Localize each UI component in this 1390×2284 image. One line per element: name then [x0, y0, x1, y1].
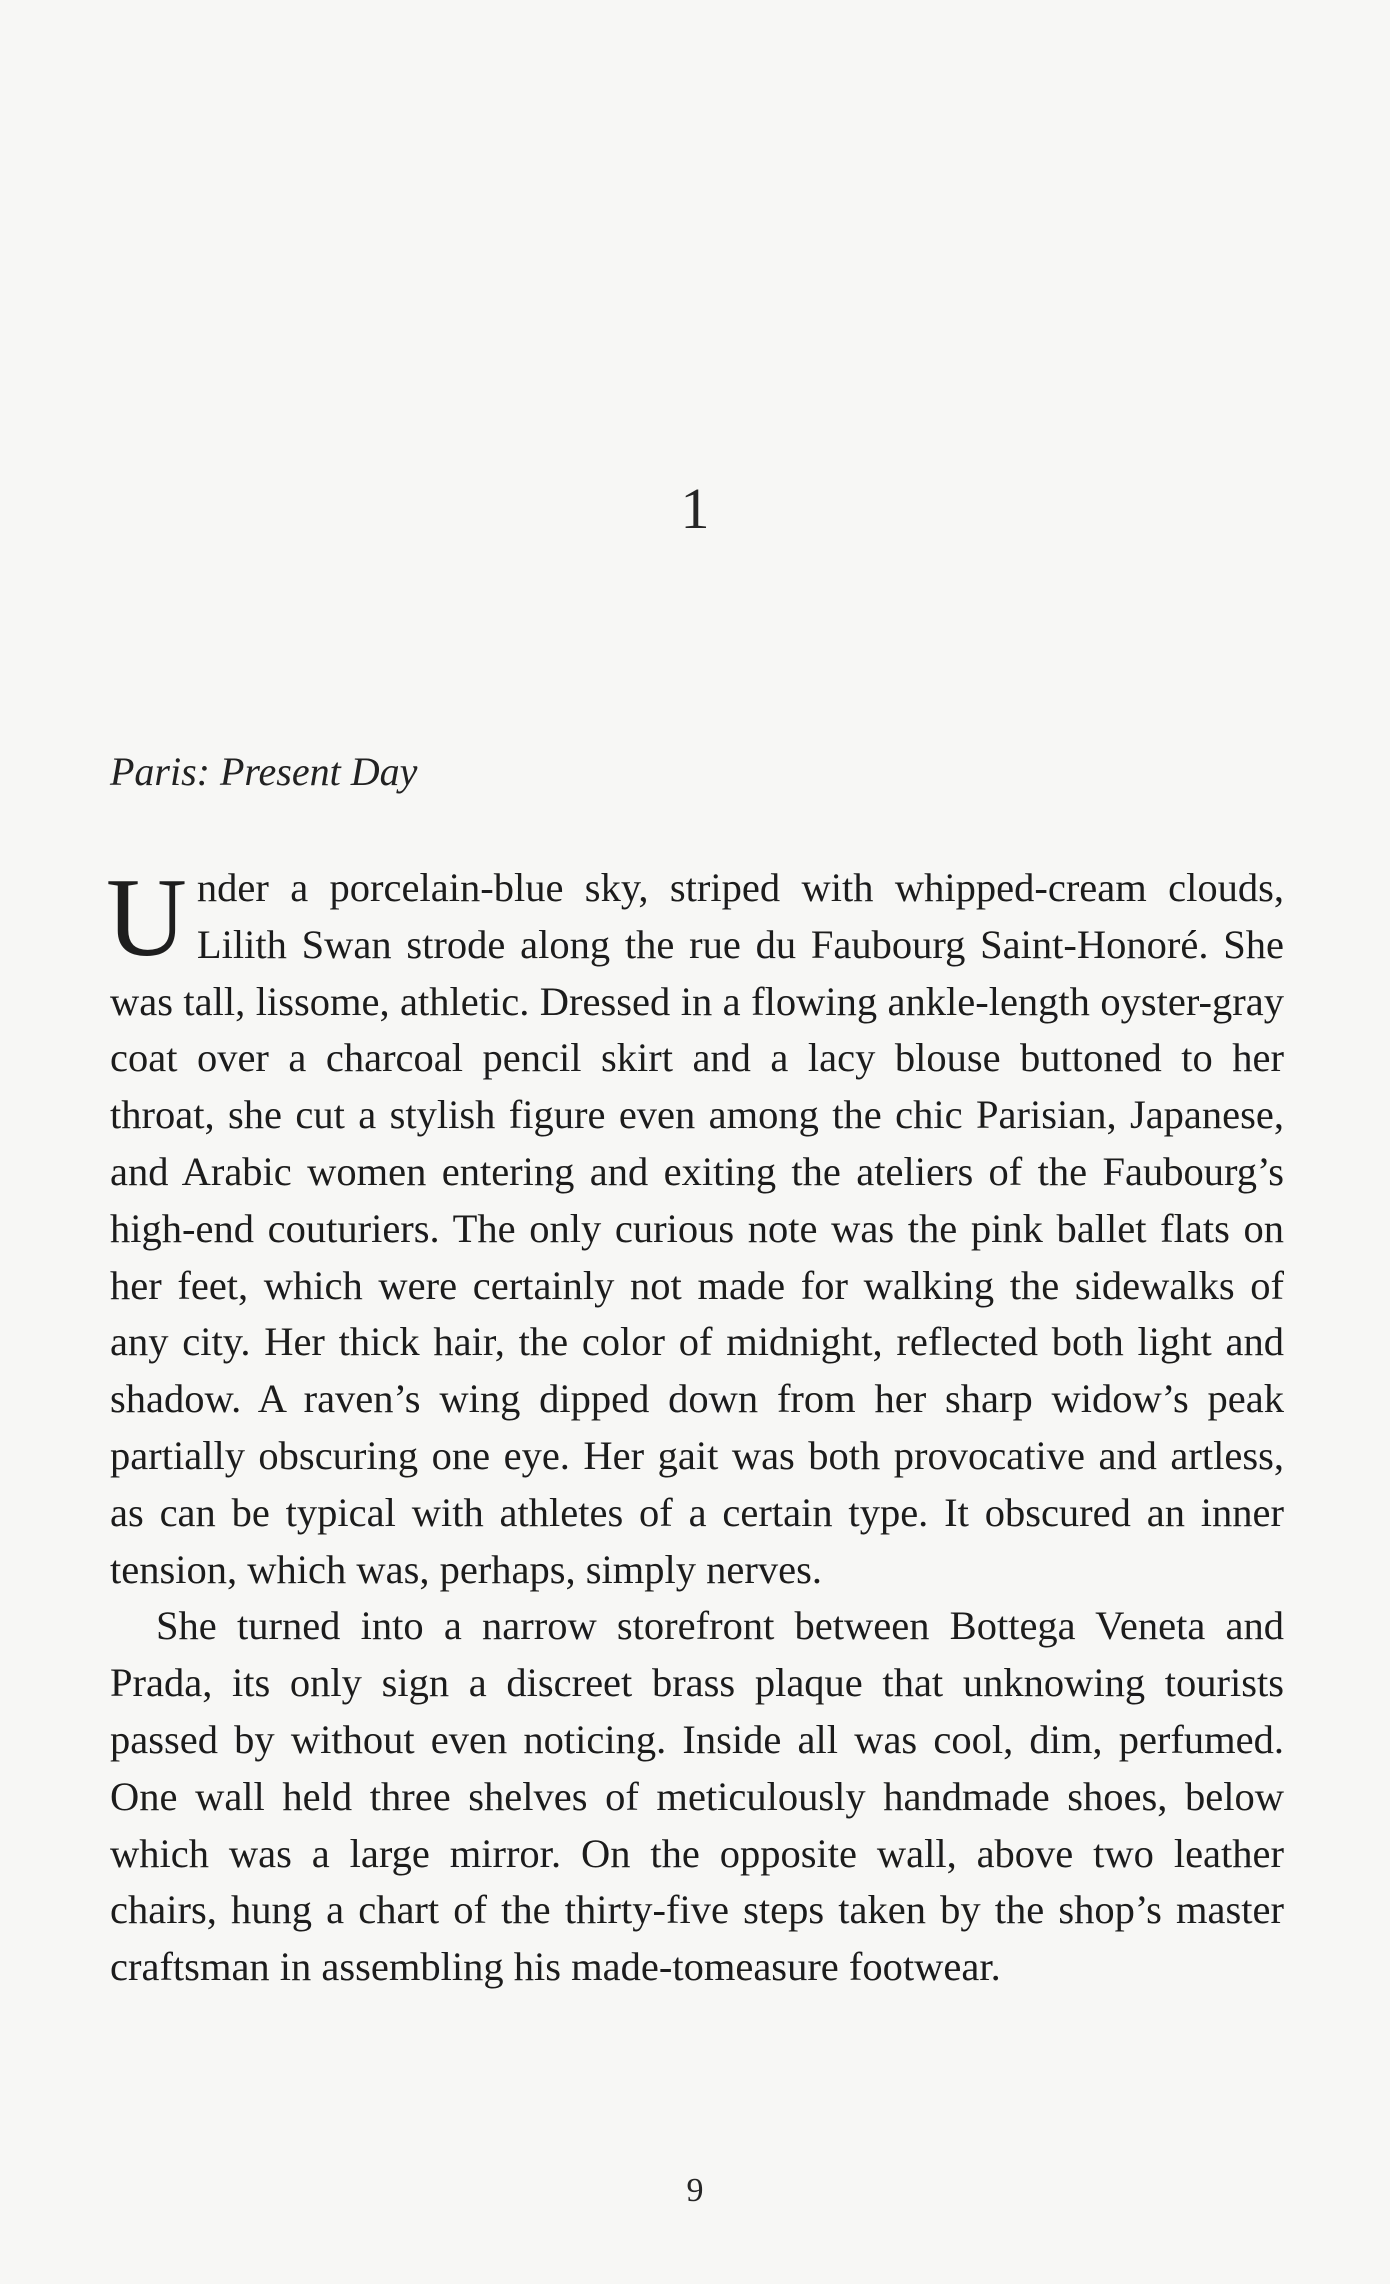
paragraph: She turned into a narrow storefront between Bottega Veneta and Prada, its only sign a discreet brass plaque that unknowing tourists passed by without even noticing. Inside all was cool, dim, perfumed. One wall held three shelves of meticulously handmade shoes, below which was a large mirror. On the opposite wall, above two leather chairs, hung a chart of the thirty-five steps taken by the shop’s master craftsman in assembling his made-tomeasure footwear.: [110, 1603, 1284, 1990]
page-number: 9: [686, 2172, 704, 2209]
paragraph-text: nder a porcelain-blue sky, striped with whipped-cream clouds, Lilith Swan strode along the rue du Faubourg Saint-Honoré. She was tall, lissome, athletic. Dressed in a flowing ankle-length oyster-gray coat over a charcoal pencil skirt and a lacy blouse buttoned to her throat, she cut a stylish figure even among the chic Parisian, Japanese, and Arabic women entering and exiting the ateliers of the Faubourg’s high-end couturiers. The only curious note was the pink ballet flats on her feet, which were certainly not made for walking the sidewalks of any city. Her thick hair, the color of midnight, reflected both light and shadow. A raven’s wing dipped down from her sharp widow’s peak partially obscuring one eye. Her gait was both provocative and artless, as can be typical with athletes of a certain type. It obscured an inner tension, which was, perhaps, simply nerves.: [110, 865, 1284, 1592]
drop-cap: U: [106, 856, 187, 980]
chapter-number: 1: [680, 476, 710, 541]
paragraph: [106, 856, 1284, 1598]
section-heading: Paris: Present Day: [110, 749, 418, 794]
body-text: [106, 856, 1284, 1996]
